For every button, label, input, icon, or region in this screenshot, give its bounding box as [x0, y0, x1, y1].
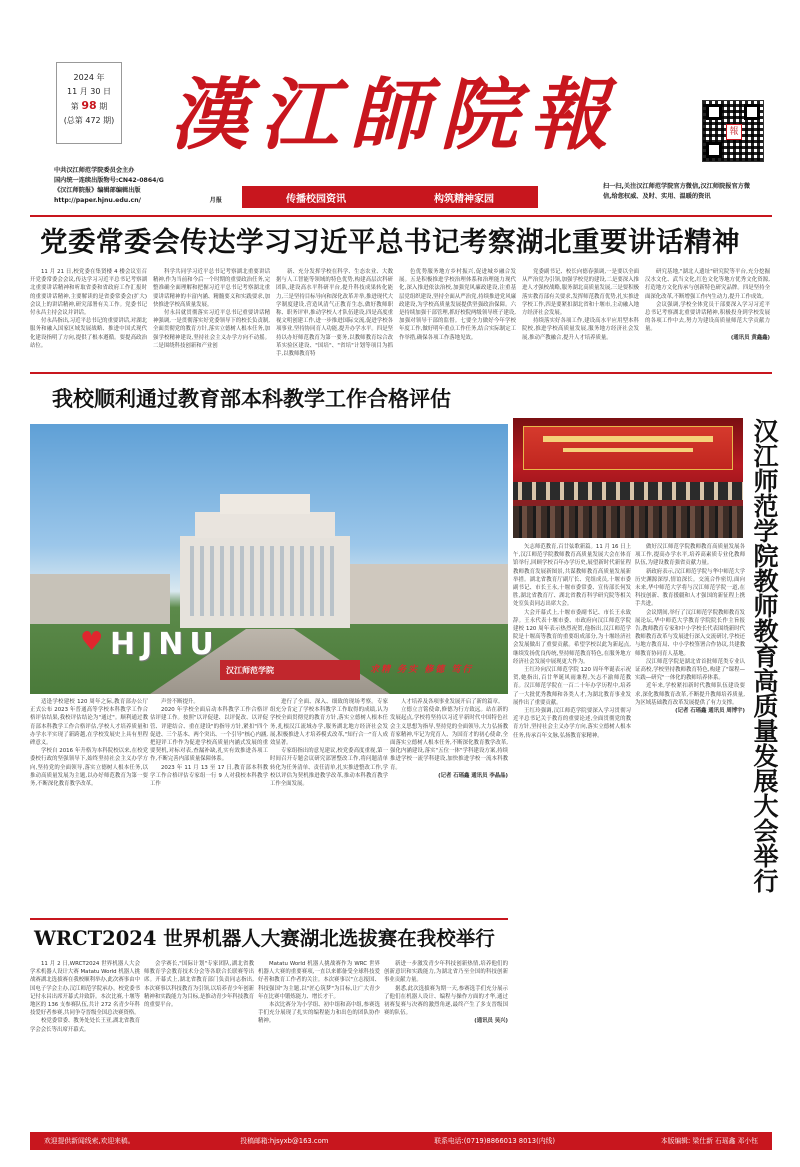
issue-total: (总第 472 期): [63, 116, 115, 125]
footer-editors: 本版编辑: 梁仕新 石瑶鑫 邓小钰: [660, 1137, 758, 1145]
paper-url[interactable]: http://paper.hjnu.edu.cn/: [54, 197, 141, 204]
masthead-title: 漢江師院報: [170, 70, 621, 161]
article3-byline: (记者 石瑶鑫 通讯员 周博宇): [675, 708, 745, 715]
email-link[interactable]: hjsyxb@163.com: [269, 1137, 329, 1145]
issue-info-box: [56, 62, 122, 144]
article4-headline: WRCT2024 世界机器人大赛湖北选拔赛在我校举行: [34, 927, 495, 950]
qr-code: 報: [702, 100, 764, 162]
footer-notice: 欢迎提供新闻线索,欢迎来稿。: [44, 1137, 135, 1145]
article2-col4: 人才培养及各项事业发展开启了新的篇章。 立德立言铭使命,修德为行方致远。站在新的发展起点,学校将坚持以习近平新时代中国特色社会主义思想为指导,坚持党的全面领导,大力弘扬教育家精神,牢记为党育人、为国育才的初心使命,全面落实立德树人根本任务,不断深化教育教学改革,强化内涵建设,落实"五位一体"学科建设方案,持续推进学校一流学科建设,加快推进学校一流本科教育。 (记者 石瑶鑫 通讯员 李晶晶): [390, 699, 508, 779]
article2-col3: 进行了全面、深入、细致的现场考察。专家组充分肯定了学校本科教学工作取得的成绩,认为学校全面贯彻党的教育方针,落实立德树人根本任务,扎根汉江流域办学,服务湖北地方经济社会发展,积极推进人才培养模式改革,"知行合一"育人成效显著。 专家组指出的意见建议,校党委高度重视,第一时间召开专题会议研究部署整改工作,将问题清单转化为任务清单、责任清单,扎实推进整改工作,学校以评估为契机推进教学改革,推动本科教育教学工作全面发展。: [270, 699, 388, 788]
issue-number: 第 98 期: [70, 99, 108, 112]
article3-col2: 做好汉江师范学院教师教育高质量发展各项工作,提高办学水平,培养高素质专业化教师队伍,为建设教育强省贡献力量。 新政府表示,汉江师范学院与华中师范大学历史渊源深厚,情谊深长。交流合作密切,面向未来,华中师范大学将与汉江师范学院一道,在科技创新、教育援疆和人才强国的新征程上携手共进。 会议期间,举行了汉江师范学院教师教育发展论坛,华中师范大学教育学院院长作主旨报告,教师教育专家和中小学校长代表围绕新时代教师教育改革与发展进行深入交流研讨,学校还与地方教育局、中小学校签署合作协议,共建教师教育协同育人基地。 汉江师范学院是湖北省首批师范类专业认证高校,学校坚持教师教育特色,构建了"课程—实践—研究"一体化的教师培养体系。 近年来,学校紧扣新时代教师队伍建设要求,深化教师教育改革,不断提升教师培养质量,为区域基础教育改革发展提供了有力支撑。 (记者 石瑶鑫 通讯员 周博宇): [635, 544, 745, 715]
article2-col2: 声誉不断提升。 2020 年学校全面启动本科教学工作合格评估评建工作。按照"以评促建、以评促改、以评促管、评建结合、重在建设"的指导方针,紧扣"四个促进、三个基本、两个突出、一个引导"核心内涵,把迎评工作作为促进学校高质量内涵式发展的重要契机,对标对表,查漏补缺,扎实有效推进各项工作,不断完善内部质量保障体系。 2023 年 11 月 13 至 17 日,教育部本科教学工作合格评估专家组一行 9 人对我校本科教学工作: [150, 699, 268, 788]
article4-col4: 新进一步激发青少年科技创新热情,培养他们的创新意识和实践能力,为湖北省乃至全国的科技创新事业贡献力量。 据悉,此次选拔赛为期一天,参赛选手们充分展示了他们在机器人设计、编程与操作方面的才华,通过初赛复赛与决赛的激烈角逐,最终产生了多支晋级国赛的队伍。 (通讯员 吴兴): [384, 961, 508, 1025]
article4-col2: 会学赛长,"国际计划"专家团队,湖北省教师教育学会教育技术分会等各联合长联赛等出席。开幕式上,湖北省教育部门负责同志指出,本次赛事以科技教育为引领,以培养青少年创新精神和实践能力为目标,是推动青少年科技教育的重要平台。: [144, 961, 254, 1009]
campus-sign: 汉江师范学院: [220, 660, 360, 680]
cn-number: 国内统一连续出版物号:CN42-0864/G: [54, 177, 164, 184]
article1-headline: 党委常委会传达学习习近平总书记考察湖北重要讲话精神: [40, 226, 740, 258]
footer-bar: [30, 1132, 772, 1150]
article2-headline: 我校顺利通过教育部本科教学工作合格评估: [52, 386, 451, 411]
article1-col2: 科学共同学习近平总书记考察湖北重要讲话精神,作为当前和今后一个时期的重要政治任务,完整准确全面理解和把握习近平总书记考察湖北重要讲话精神的丰富内涵、精髓要义和实践要求,加快推进学校高质量发展。 付永昌就贯彻落实习近平总书记重要讲话精神强调,一是贯彻落实好党委领导下的校长负责制,全面贯彻党的教育方针,落实立德树人根本任务,加强学校精神建设,坚持社会主义办学方向不动摇。二是围绕科技创新和产业创: [153, 269, 270, 349]
issue-date: 11 月 30 日: [67, 87, 111, 96]
campus-photo: ♥ HJNU 汉江师范学院 求精 务实 修德 笃行: [30, 424, 508, 694]
footer-phone: 联系电话:(0719)8866013 8013(内线): [434, 1137, 555, 1145]
article1-col1: 11 月 21 日,校党委在集贤楼 4 楼会议室召开党委常委会会议,传达学习习近平总书记考察湖北重要讲话精神和听取省委和省政府工作汇报时的重要讲话精神,主要解读的是省委常委会(扩大)会议上的讲话精神,研究部署有关工作。党委书记付永昌主持会议并讲话。 付永昌指出,习近平总书记的重要讲话,对湖北服务和融入国家区域发展战略、推进中国式现代化建设指明了方向,提供了根本遵循。要提高政治站位。: [30, 269, 147, 349]
slogan-left: 传播校园资讯: [286, 193, 346, 205]
article4-byline: (通讯员 吴兴): [474, 1018, 508, 1025]
campus-slogan: 求精 务实 修德 笃行: [370, 665, 474, 675]
article2-col1: 适逢学校建校 120 周年之际,教育部办公厅正式公布 2023 年普通高等学校本科教学工作合格评估结果,我校评估结论为"通过"。顺利通过教育部本科教学工作合格评估,学校人才培养质量和办学水平实现了新跨越,在学校发展史上具有里程碑意义。 学校自 2016 年升格为本科院校以来,在校党委校行政的坚强领导下,始终坚持社会主义办学方向,坚持党的全面领导,落实立德树人根本任务,以推动高质量发展为主题,以办好师范教育为第一要务,不断深化教育教学改革。: [30, 699, 148, 788]
frequency: 月报: [209, 197, 222, 204]
hjnu-sculpture: HJNU: [110, 627, 220, 662]
slogan-right: 构筑精神家园: [434, 193, 494, 205]
issue-year: 2024 年: [73, 73, 105, 82]
article1-byline: (通讯员 黄鑫鑫): [730, 334, 770, 341]
article4-col1: 11 月 2 日,WRCT2024 世界机器人大会学术机器人设计大赛 Matatu World 机器人挑战赛湖北选拔赛在我校顺利举办,此次赛事由中国电子学会主办,汉江师范学院承办。校党委书记付永昌出席开幕式并致辞。本次比赛,十堰等地区的 136 支参赛队伍,共计 272 名青少年科技爱好者参赛,共同争夺晋级全国总决赛资格。 校党委常委、教务处处长王亚,湖北省教育学会会长等出席开幕式。: [30, 961, 140, 1033]
publisher-info: [54, 166, 254, 206]
editorial: 《汉江师院报》编辑部编辑出版: [54, 187, 141, 194]
masthead-divider: [30, 215, 772, 217]
article2-byline: (记者 石瑶鑫 通讯员 李晶晶): [438, 772, 508, 779]
publisher: 中共汉江师范学院委员会主办: [54, 167, 135, 174]
footer-email: 投稿邮箱:hjsyxb@163.com: [240, 1137, 329, 1145]
article3-headline: 汉江师范学院教师教育高质量发展大会举行: [750, 418, 779, 893]
conference-photo: [513, 418, 743, 538]
article3-col1: 矢志师范教育,百廿弦歌新篇。11 月 16 日上午,汉江师范学院教师教育高质量发展大会在体育馆举行,回顾学校百年办学历史,展望新时代新征程教师教育发展新图景,共谋教师教育高质量发展新举措。湖北省教育厅副厅长、党组成员,十堰市委副书记、市长王永,十堰市委常委、宣传部长何发胜,湖北省教育厅、湖北省教育科学研究院等相关处室负责同志出席大会。 大会开幕式上,十堰市委副书记、市长王永致辞。王永代表十堰市委、市政府向汉江师范学院建校 120 周年表示热烈祝贺,他指出,汉江师范学院是十堰高等教育的重要组成部分,为十堰经济社会发展做出了重要贡献。希望学校以此为新起点,继续发扬优良传统,坚持师范教育特色,在服务地方经济社会发展中展现更大作为。 王红玲向汉江师范学院 120 周年华诞表示祝贺,她指出,百廿华诞风雨兼程,矢志不渝师范教育。汉江师范学院在一百二十年办学历程中,培养了一大批优秀教师和各类人才,为湖北教育事业发展作出了重要贡献。 王红玲强调,汉江师范学院要深入学习贯彻习近平总书记关于教育的重要论述,全面贯彻党的教育方针,坚持社会主义办学方向,落实立德树人根本任务,传承百年文脉,弘扬教育家精神。: [513, 544, 631, 739]
article1-divider: [30, 372, 772, 374]
article1-col6: 研究基地,"湖北人遗址"研究院等平台,充分挖掘汉水文化、武当文化,红色文化等地方优秀文化资源,打造地方文化传承与创新特色研究品牌。四是坚持全面深化改革,不断增强工作内生动力,提升工作成效。 会议强调,学校全体党员干部要深入学习习近平总书记考察湖北重要讲话精神,积极投身到学校发展的各项工作中去,努力为建设高质量师范大学贡献力量。 (通讯员 黄鑫鑫): [645, 269, 770, 341]
article1-col3: 新、充分发挥学校在科学、生态农业、大数据与人工智能等领域的特色优势,构建高层次科研团队,建设高水平科研平台,提升科技成果转化能力,三是坚持目标导向和深化改革并举,推进现代大学制度建设,营造风清气正教育生态,做好教师职称、职务评审,推动学校人才队伍建设,四是高度重视文明创建工作,进一步推进国际交流,促进学校各项事业,坚持协同育人功能,提升办学水平。四是坚持以办好师范教育为第一要务,以教师教育综合改革实验区建设、"国培"、"省培"计划等项目为抓手,以教师教育特: [276, 269, 393, 358]
article2-divider: [30, 918, 508, 920]
article4-col3: Matatu World 机器人挑战赛作为 WRC 世界机器人大赛的重要赛项,一直以来都备受全球科技爱好者和教育工作者的关注。本次赛事以"立志报国、科技强国"为主题,以"匠心筑梦"为目标,让广大青少年在比赛中锻炼能力、增长才干。 本次比赛分为小学组、初中组和高中组,参赛选手们充分展现了扎实的编程能力和出色的团队协作精神。: [258, 961, 380, 1025]
qr-caption: 扫一扫,关注汉江师范学院官方微信,汉江师院报官方微信,给您权威、及时、实用、温暖的资讯: [603, 183, 751, 200]
slogan-bar: [242, 186, 538, 208]
article1-col5: 党委副书记、校长向德春强调,一是要以全面从严治党为引领,加强学校党的建设,二是要深入推进人才强校战略,服务湖北高质量发展,三是要积极落实教育部有关要求,发挥师范教育优势,扎实推进学校工作,四是要紧扣湖北省和十堰市,主动融入地方经济社会发展。 持续落实好各项工作,建设高水平应用型本科院校,推进学校高质量发展,服务地方经济社会发展,推动产教融合,提升人才培养质量。: [522, 269, 639, 341]
article1-col4: 色优势服务地方乡村振兴,促进城乡融合发展。五是积极推进学校治理体系和治理能力现代化,深入推进依法治校,加强党风廉政建设,注重基层党组织建设,坚持全面从严治党,持续推进党风廉政建设,为学校高质量发展提供坚强政治保障。六是持续加强干部管理,抓好校院两级领导班子建设,加强对领导干部的监督。七要全力做好今年学校年度工作,做好明年重点工作任务,结合实际制定工作举措,确保各项工作落地见效。: [399, 269, 516, 341]
